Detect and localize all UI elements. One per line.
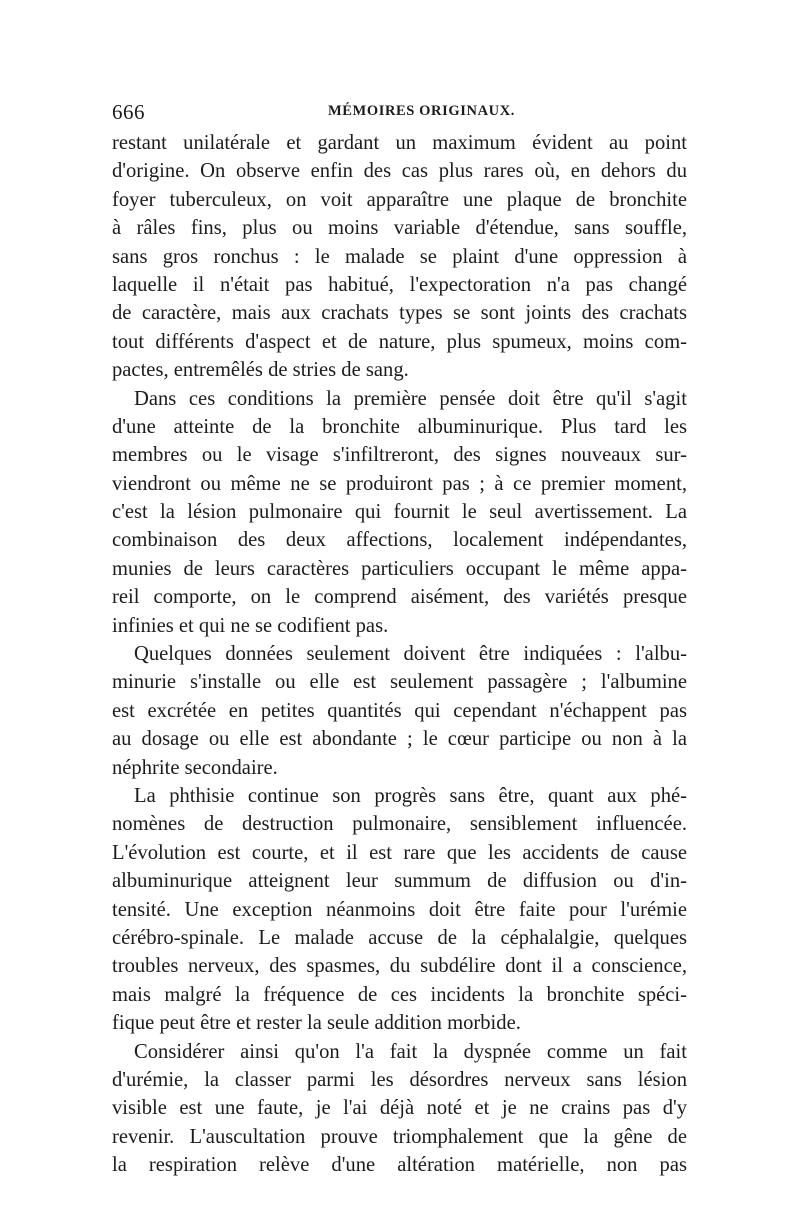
text-line: troubles nerveux, des spasmes, du subdélire dont il a conscience, — [112, 955, 687, 978]
text-line: laquelle il n'était pas habitué, l'expectoration n'a pas changé — [112, 273, 687, 296]
text-line: Considérer ainsi qu'on l'a fait la dyspnée comme un fait — [134, 1040, 687, 1063]
text-line: au dosage ou elle est abondante ; le cœur participe ou non à la — [112, 728, 687, 751]
text-line: albuminurique atteignent leur summum de diffusion ou d'in- — [112, 870, 687, 893]
text-line: viendront ou même ne se produiront pas ; à ce premier moment, — [112, 472, 687, 495]
text-line: néphrite secondaire. — [112, 756, 278, 779]
text-line: de caractère, mais aux crachats types se sont joints des crachats — [112, 302, 687, 325]
text-line: foyer tuberculeux, on voit apparaître une plaque de bronchite — [112, 188, 687, 211]
text-line: revenir. L'auscultation prouve triomphalement que la gêne de — [112, 1125, 687, 1148]
paragraph — [112, 640, 687, 782]
paragraph — [112, 782, 687, 1038]
text-line: d'une atteinte de la bronchite albuminurique. Plus tard les — [112, 415, 687, 438]
text-line: combinaison des deux affections, localement indépendantes, — [112, 529, 687, 552]
text-line: d'origine. On observe enfin des cas plus rares où, en dehors du — [112, 160, 687, 183]
text-line: à râles fins, plus ou moins variable d'étendue, sans souffle, — [112, 217, 687, 240]
text-line: membres ou le visage s'infiltreront, des signes nouveaux sur- — [112, 444, 687, 467]
page-number: 666 — [112, 100, 145, 124]
body-text — [112, 129, 687, 1179]
text-line: la respiration relève d'une altération matérielle, non pas — [112, 1154, 687, 1177]
text-line: pactes, entremêlés de stries de sang. — [112, 359, 409, 382]
running-head — [112, 100, 687, 126]
text-line: Quelques données seulement doivent être indiquées : l'albu- — [134, 643, 687, 666]
text-line: nomènes de destruction pulmonaire, sensiblement influencée. — [112, 813, 687, 836]
running-title: MÉMOIRES ORIGINAUX. — [327, 103, 516, 119]
paragraph — [112, 129, 687, 385]
text-line: fique peut être et rester la seule addition morbide. — [112, 1012, 521, 1035]
text-line: tout différents d'aspect et de nature, plus spumeux, moins com- — [112, 330, 687, 353]
text-line: visible est une faute, je l'ai déjà noté et je ne crains pas d'y — [112, 1097, 687, 1120]
text-line: sans gros ronchus : le malade se plaint d'une oppression à — [112, 245, 687, 268]
text-line: L'évolution est courte, et il est rare que les accidents de cause — [112, 841, 687, 864]
text-line: munies de leurs caractères particuliers occupant le même appa- — [112, 557, 687, 580]
text-line: mais malgré la fréquence de ces incidents la bronchite spéci- — [112, 983, 687, 1006]
text-line: reil comporte, on le comprend aisément, des variétés presque — [112, 586, 687, 609]
text-line: tensité. Une exception néanmoins doit être faite pour l'urémie — [112, 898, 687, 921]
text-line: infinies et qui ne se codifient pas. — [112, 614, 389, 637]
text-line: d'urémie, la classer parmi les désordres nerveux sans lésion — [112, 1068, 687, 1091]
text-line: restant unilatérale et gardant un maximum évident au point — [112, 132, 687, 154]
paragraph — [112, 385, 687, 641]
text-line: La phthisie continue son progrès sans être, quant aux phé- — [134, 784, 687, 807]
text-line: Dans ces conditions la première pensée doit être qu'il s'agit — [134, 387, 687, 410]
text-line: cérébro-spinale. Le malade accuse de la céphalalgie, quelques — [112, 926, 687, 949]
text-line: c'est la lésion pulmonaire qui fournit le seul avertissement. La — [112, 501, 687, 524]
text-line: est excrétée en petites quantités qui cependant n'échappent pas — [112, 699, 687, 722]
paragraph — [112, 1038, 687, 1180]
text-line: minurie s'installe ou elle est seulement passagère ; l'albumine — [112, 671, 687, 694]
